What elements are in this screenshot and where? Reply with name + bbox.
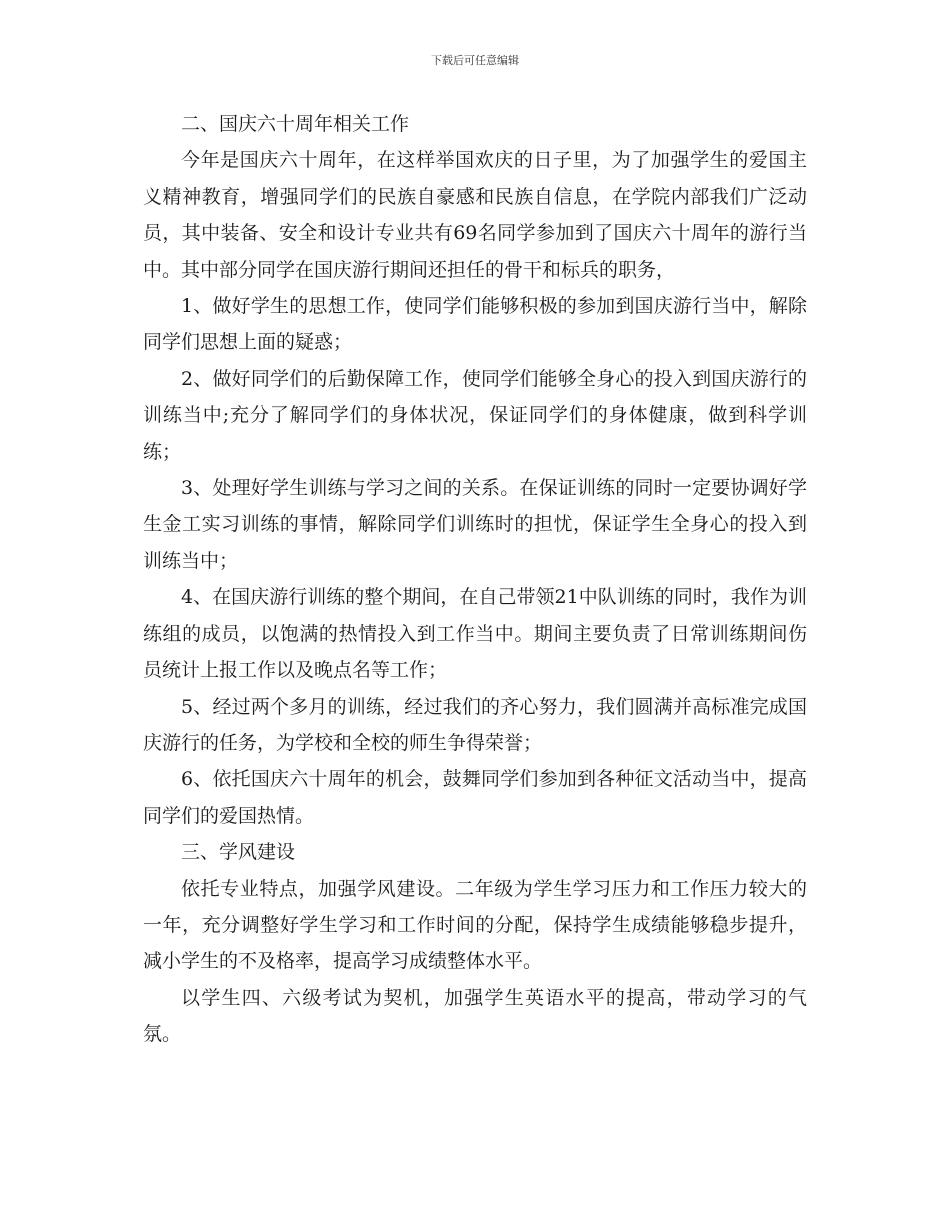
list-item-1: 1、做好学生的思想工作，使同学们能够积极的参加到国庆游行当中，解除同学们思想上面的疑惑； [143, 295, 807, 354]
section-heading-study-style: 三、学风建设 [181, 841, 296, 864]
document-body [143, 106, 807, 1053]
paragraph-english-exam: 以学生四、六级考试为契机，加强学生英语水平的提高，带动学习的气氛。 [143, 986, 807, 1046]
list-item-2: 2、做好同学们的后勤保障工作，使同学们能够全身心的投入到国庆游行的训练当中;充分了解同学们的身体状况，保证同学们的身体健康，做到科学训练； [143, 367, 807, 463]
page-header: 下载后可任意编辑 [431, 54, 519, 67]
list-item-4: 4、在国庆游行训练的整个期间，在自己带领21中队训练的同时，我作为训练组的成员，以饱满的热情投入到工作当中。期间主要负责了日常训练期间伤员统计上报工作以及晚点名等工作； [143, 586, 807, 682]
paragraph-intro: 今年是国庆六十周年，在这样举国欢庆的日子里，为了加强学生的爱国主义精神教育，增强同学们的民族自豪感和民族自信息，在学院内部我们广泛动员，其中装备、安全和设计专业共有69名同学参加到了国庆六十周年的游行当中。其中部分同学在国庆游行期间还担任的骨干和标兵的职务， [143, 149, 807, 281]
list-item-5: 5、经过两个多月的训练，经过我们的齐心努力，我们圆满并高标准完成国庆游行的任务，为学校和全校的师生争得荣誉； [143, 695, 807, 754]
section-heading-national-day: 二、国庆六十周年相关工作 [181, 113, 410, 135]
paragraph-study-style: 依托专业特点，加强学风建设。二年级为学生学习压力和工作压力较大的一年，充分调整好学生学习和工作时间的分配，保持学生成绩能够稳步提升，减小学生的不及格率，提高学习成绩整体水平。 [143, 877, 807, 973]
list-item-6: 6、依托国庆六十周年的机会，鼓舞同学们参加到各种征文活动当中，提高同学们的爱国热情。 [143, 768, 807, 827]
list-item-3: 3、处理好学生训练与学习之间的关系。在保证训练的同时一定要协调好学生金工实习训练的事情，解除同学们训练时的担忧，保证学生全身心的投入到训练当中； [143, 477, 807, 572]
